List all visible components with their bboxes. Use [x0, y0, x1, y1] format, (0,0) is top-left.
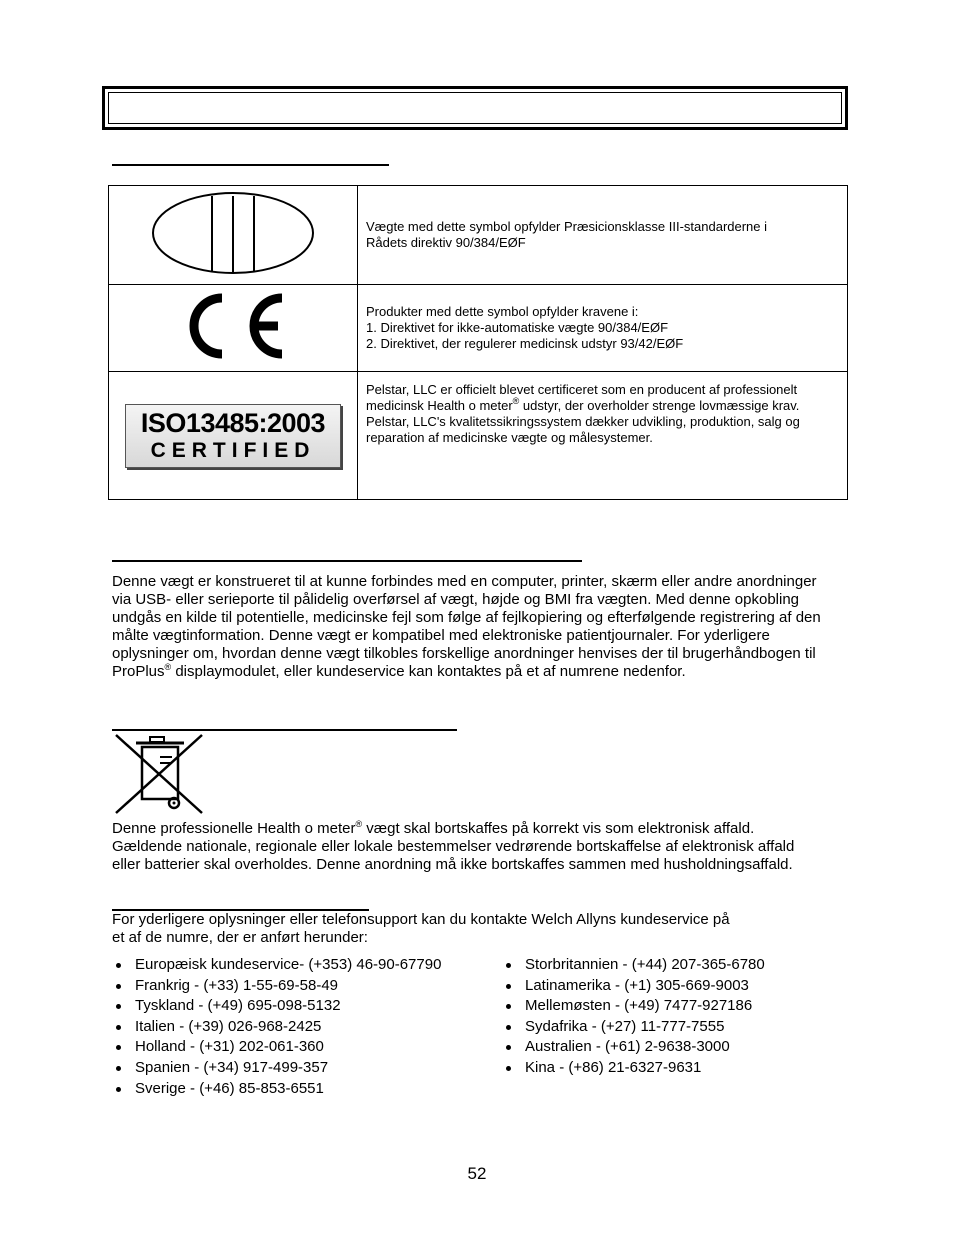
list-item: Latinamerika - (+1) 305-669-9003	[502, 976, 765, 997]
contact-list-right	[502, 955, 765, 1079]
logo-text-iso: ISO13485:2003	[140, 407, 326, 438]
disposal-paragraph	[112, 820, 872, 874]
list-item: Sydafrika - (+27) 11-777-7555	[502, 1017, 765, 1038]
paragraph-line: eller batterier skal overholdes. Denne anordning må ikke bortskaffes sammen med husholdningsaffald.	[112, 856, 793, 873]
paragraph-line: Denne vægt er konstrueret til at kunne forbindes med en computer, printer, skærm eller andre anordninger	[112, 573, 817, 590]
symbol-description	[358, 372, 848, 500]
paragraph-line	[112, 820, 872, 838]
list-item: Kina - (+86) 21-6327-9631	[502, 1058, 765, 1079]
table-row	[109, 372, 848, 500]
page-title-box	[102, 86, 848, 130]
description-line: Pelstar, LLC er officielt blevet certificeret som en producent af professionelt	[366, 382, 798, 397]
connectivity-paragraph	[112, 573, 872, 681]
list-item: Tyskland - (+49) 695-098-5132	[112, 996, 441, 1017]
description-line: Produkter med dette symbol opfylder kravene i:	[366, 304, 639, 319]
description-line	[366, 398, 839, 414]
list-item: Spanien - (+34) 917-499-357	[112, 1058, 441, 1079]
symbol-description	[358, 285, 848, 372]
logo-text-certified: CERTIFIED	[150, 438, 316, 462]
paragraph-line: undgås en kilde til potentielle, medicinske fejl som følge af fejlkopiering og efterfølgende registrering af den	[112, 609, 821, 626]
symbols-table	[108, 185, 848, 500]
list-item: Mellemøsten - (+49) 7477-927186	[502, 996, 765, 1017]
paragraph-line: Gældende nationale, regionale eller lokale bestemmelser vedrørende bortskaffelse af elektronisk affald	[112, 838, 795, 855]
paragraph-line: målte vægtinformation. Denne vægt er kompatibel med elektroniske patientjournaler. For yderligere	[112, 627, 770, 644]
paragraph-text: Denne professionelle Health o meter	[112, 820, 356, 837]
registered-mark: ®	[512, 396, 520, 406]
registered-mark: ®	[355, 819, 363, 829]
list-item: Storbritannien - (+44) 207-365-6780	[502, 955, 765, 976]
description-line: 2. Direktivet, der regulerer medicinsk udstyr 93/42/EØF	[366, 336, 684, 351]
table-row	[109, 285, 848, 372]
symbol-description	[358, 186, 848, 285]
description-line: reparation af medicinske vægte og målesystemer.	[366, 430, 653, 445]
description-line: 1. Direktivet for ikke-automatiske vægte 90/384/EØF	[366, 320, 669, 335]
page-number: 52	[467, 1164, 487, 1183]
ce-mark-icon	[178, 288, 288, 364]
section-heading-rule	[112, 560, 582, 562]
symbol-cell	[109, 186, 358, 285]
precision-class-iii-icon	[150, 190, 316, 276]
list-item: Sverige - (+46) 85-853-6551	[112, 1079, 441, 1100]
paragraph-line	[112, 663, 872, 681]
section-heading-rule	[112, 164, 389, 166]
registered-mark: ®	[164, 662, 172, 672]
paragraph-line: For yderligere oplysninger eller telefonsupport kan du kontakte Welch Allyns kundeservice på	[112, 911, 730, 928]
paragraph-line: oplysninger om, hvordan denne vægt tilkobles forskellige anordninger henvises der til brugerhåndbogen til	[112, 645, 816, 662]
list-item: Holland - (+31) 202-061-360	[112, 1037, 441, 1058]
description-line: Pelstar, LLC's kvalitetssikringssystem dækker udvikling, produktion, salg og	[366, 414, 800, 429]
list-item: Italien - (+39) 026-968-2425	[112, 1017, 441, 1038]
paragraph-line: via USB- eller serieporte til pålidelig overførsel af vægt, højde og BMI fra vægten. Med denne opkobling	[112, 591, 800, 608]
paragraph-text: ProPlus	[112, 663, 165, 680]
symbol-cell	[109, 285, 358, 372]
list-item: Australien - (+61) 2-9638-3000	[502, 1037, 765, 1058]
table-row	[109, 186, 848, 285]
iso-certified-logo	[125, 404, 341, 468]
description-line: Rådets direktiv 90/384/EØF	[366, 235, 526, 250]
paragraph-text: vægt skal bortskaffes på korrekt vis som elektronisk affald.	[362, 820, 755, 837]
paragraph-text: displaymodulet, eller kundeservice kan kontaktes på et af numrene nedenfor.	[171, 663, 686, 680]
symbol-cell	[109, 372, 358, 500]
description-text: medicinsk Health o meter	[366, 398, 513, 413]
description-line: Vægte med dette symbol opfylder Præsicionsklasse III-standarderne i	[366, 219, 768, 234]
paragraph-line: et af de numre, der er anført herunder:	[112, 929, 368, 946]
contact-list-left	[112, 955, 441, 1099]
list-item: Frankrig - (+33) 1-55-69-58-49	[112, 976, 441, 997]
description-text: udstyr, der overholder strenge lovmæssige krav.	[519, 398, 800, 413]
section-heading-rule	[112, 729, 457, 731]
contact-intro	[112, 911, 872, 947]
list-item: Europæisk kundeservice- (+353) 46-90-67790	[112, 955, 441, 976]
weee-crossed-bin-icon	[112, 733, 206, 815]
